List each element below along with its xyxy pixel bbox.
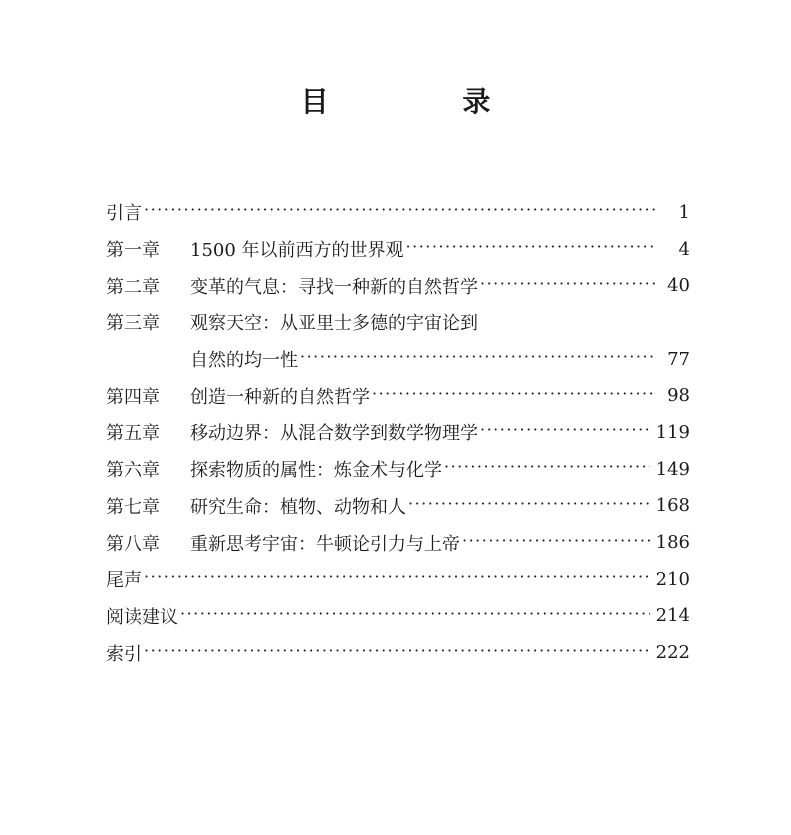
table-of-contents xyxy=(106,194,690,671)
toc-entry-title: 移动边界：从混合数学到数学物理学 xyxy=(190,423,478,445)
toc-entry-page: 168 xyxy=(655,495,690,517)
toc-entry-page: 1 xyxy=(678,201,690,223)
toc-entry-chapter: 第七章 xyxy=(106,496,160,518)
dot-leader xyxy=(444,459,650,479)
toc-entry-chapter: 第六章 xyxy=(106,460,160,482)
toc-entry-title: 创造一种新的自然哲学 xyxy=(190,386,370,408)
toc-entry-title: 变革的气息：寻找一种新的自然哲学 xyxy=(190,276,478,298)
toc-entry-page: 210 xyxy=(655,568,690,590)
toc-entry-chapter: 第八章 xyxy=(106,533,160,555)
dot-leader xyxy=(180,606,650,626)
toc-entry-chapter-6[interactable] xyxy=(106,451,690,488)
toc-entry-title: 观察天空：从亚里士多德的宇宙论到 xyxy=(190,313,478,335)
toc-entry-page: 214 xyxy=(655,605,690,627)
toc-entry-chapter: 第五章 xyxy=(106,423,160,445)
toc-entry-chapter-7[interactable] xyxy=(106,488,690,525)
toc-entry-page: 77 xyxy=(667,348,690,370)
dot-leader xyxy=(372,386,656,406)
toc-entry-chapter: 第三章 xyxy=(106,313,160,335)
toc-entry-title: 阅读建议 xyxy=(106,606,178,628)
toc-entry-page: 149 xyxy=(655,458,690,480)
toc-entry-epilogue[interactable] xyxy=(106,561,690,598)
toc-entry-title: 自然的均一性 xyxy=(190,350,298,372)
toc-entry-title: 重新思考宇宙：牛顿论引力与上帝 xyxy=(190,533,460,555)
toc-entry-page: 186 xyxy=(655,532,690,554)
dot-leader xyxy=(144,643,650,663)
dot-leader xyxy=(144,569,650,589)
dot-leader xyxy=(406,239,656,259)
toc-entry-chapter-8[interactable] xyxy=(106,524,690,561)
toc-entry-chapter-4[interactable] xyxy=(106,377,690,414)
toc-entry-chapter-3-continued[interactable] xyxy=(106,341,690,378)
dot-leader xyxy=(480,422,650,442)
toc-entry-page: 119 xyxy=(655,421,690,443)
toc-entry-further-reading[interactable] xyxy=(106,598,690,635)
toc-entry-chapter-1[interactable] xyxy=(106,231,690,268)
toc-entry-chapter-2[interactable] xyxy=(106,267,690,304)
dot-leader xyxy=(408,496,650,516)
toc-entry-chapter-3[interactable] xyxy=(106,304,690,341)
toc-entry-chapter: 第四章 xyxy=(106,386,160,408)
toc-entry-chapter: 第一章 xyxy=(106,240,160,262)
toc-entry-title: 研究生命：植物、动物和人 xyxy=(190,496,406,518)
toc-entry-title: 1500 年以前西方的世界观 xyxy=(190,240,404,262)
toc-entry-intro[interactable] xyxy=(106,194,690,231)
toc-entry-title: 探索物质的属性：炼金术与化学 xyxy=(190,460,442,482)
toc-entry-index[interactable] xyxy=(106,634,690,671)
dot-leader xyxy=(480,276,656,296)
page-title: 目 录 xyxy=(300,85,553,118)
dot-leader xyxy=(462,533,650,553)
toc-entry-page: 40 xyxy=(667,275,690,297)
toc-entry-page: 98 xyxy=(667,385,690,407)
toc-entry-page: 4 xyxy=(678,238,690,260)
toc-entry-title: 引言 xyxy=(106,203,142,225)
dot-leader xyxy=(300,349,656,369)
toc-entry-chapter: 第二章 xyxy=(106,276,160,298)
dot-leader xyxy=(144,202,656,222)
toc-entry-title: 索引 xyxy=(106,643,142,665)
toc-entry-page: 222 xyxy=(655,642,690,664)
toc-entry-title: 尾声 xyxy=(106,570,142,592)
toc-entry-chapter-5[interactable] xyxy=(106,414,690,451)
